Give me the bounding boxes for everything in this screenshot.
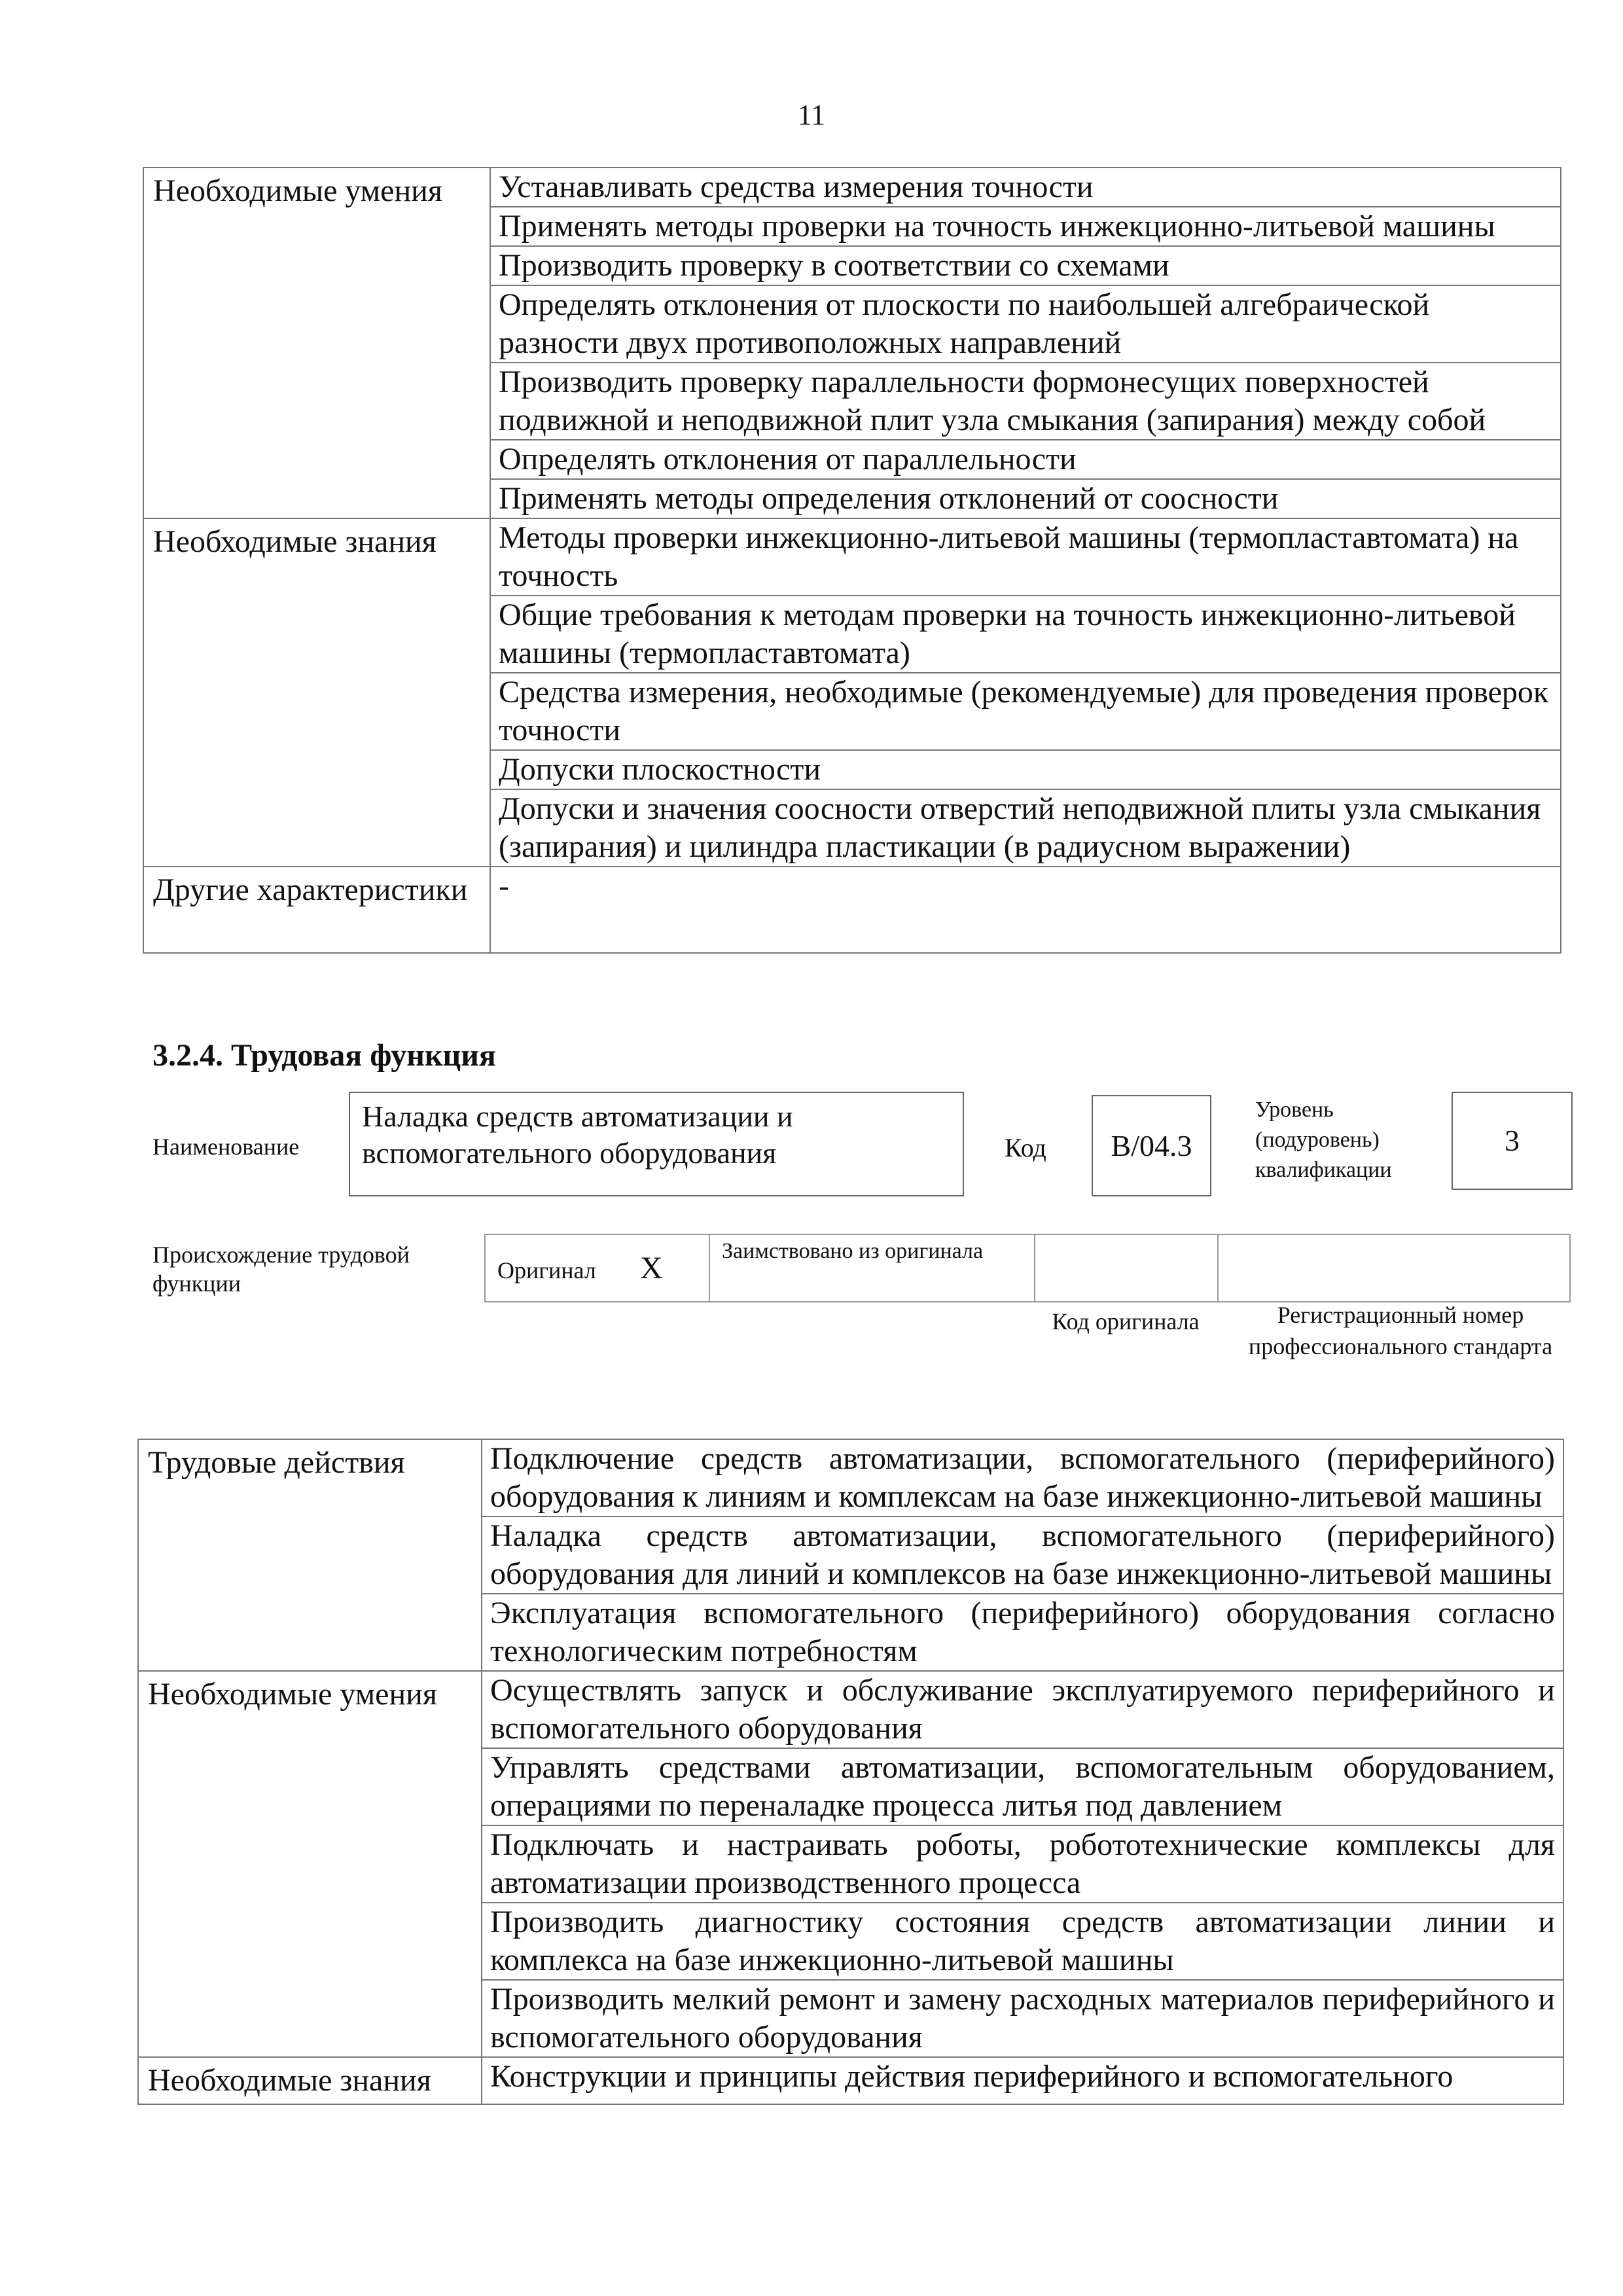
reg-number-caption: Регистрационный номер профессионального стандарта	[1248, 1302, 1553, 1359]
table-row	[143, 867, 1561, 953]
divider	[1034, 1234, 1035, 1302]
list-item: Методы проверки инжекционно-литьевой машины (термопластавтомата) на точность	[490, 518, 1561, 596]
list-item: Производить диагностику состояния средств автоматизации линии и комплекса на базе инжекционно-литьевой машины	[482, 1903, 1563, 1980]
divider	[1217, 1234, 1219, 1302]
labor-function-table	[137, 1439, 1564, 2105]
list-item: Управлять средствами автоматизации, вспомогательным оборудованием, операциями по переналадке процесса литья под давлением	[482, 1748, 1563, 1825]
list-item: Допуски плоскостности	[490, 750, 1561, 789]
table-row	[143, 518, 1561, 596]
name-value: Наладка средств автоматизации и вспомогательного оборудования	[349, 1092, 964, 1196]
section-heading: 3.2.4. Трудовая функция	[152, 1038, 496, 1073]
list-item: Средства измерения, необходимые (рекомендуемые) для проведения проверок точности	[490, 673, 1561, 750]
row-label: Необходимые умения	[143, 168, 490, 518]
list-item: Эксплуатация вспомогательного (периферийного) оборудования согласно технологическим потребностям	[482, 1594, 1563, 1671]
row-label: Необходимые знания	[138, 2057, 482, 2104]
list-item: Определять отклонения от параллельности	[490, 440, 1561, 479]
code-label: Код	[1005, 1133, 1046, 1162]
list-item: Производить проверку в соответствии со схемами	[490, 246, 1561, 285]
name-label: Наименование	[152, 1134, 300, 1160]
list-item: Подключение средств автоматизации, вспомогательного (периферийного) оборудования к линиям и комплексам на базе инжекционно-литьевой машины	[482, 1439, 1563, 1516]
origin-label: Происхождение трудовой функции	[152, 1242, 410, 1297]
list-item: Устанавливать средства измерения точности	[490, 168, 1561, 207]
list-item: Применять методы определения отклонений от соосности	[490, 479, 1561, 518]
row-label: Необходимые знания	[143, 518, 490, 867]
table-row	[138, 2057, 1563, 2104]
list-item: Производить мелкий ремонт и замену расходных материалов периферийного и вспомогательного оборудования	[482, 1980, 1563, 2057]
table-row	[138, 1671, 1563, 1748]
table-row	[143, 168, 1561, 207]
row-label: Трудовые действия	[138, 1439, 482, 1671]
original-mark: X	[640, 1251, 663, 1285]
divider	[709, 1234, 710, 1302]
skills-knowledge-table-continued	[143, 167, 1561, 954]
list-item: Применять методы проверки на точность инжекционно-литьевой машины	[490, 207, 1561, 246]
original-label: Оригинал	[497, 1257, 596, 1283]
level-label: Уровень (подуровень) квалификации	[1255, 1098, 1392, 1182]
list-item: Конструкции и принципы действия периферийного и вспомогательного	[482, 2057, 1563, 2104]
list-item: Производить проверку параллельности формонесущих поверхностей подвижной и неподвижной плит узла смыкания (запирания) между собой	[490, 363, 1561, 440]
orig-code-caption: Код оригинала	[1052, 1308, 1200, 1335]
list-item: Подключать и настраивать роботы, робототехнические комплексы для автоматизации производственного процесса	[482, 1825, 1563, 1903]
list-item: Допуски и значения соосности отверстий неподвижной плиты узла смыкания (запирания) и цилиндра пластикации (в радиусном выражении)	[490, 789, 1561, 867]
code-value: В/04.3	[1092, 1095, 1211, 1196]
list-item: Общие требования к методам проверки на точность инжекционно-литьевой машины (термопластавтомата)	[490, 596, 1561, 673]
list-item: Осуществлять запуск и обслуживание эксплуатируемого периферийного и вспомогательного оборудования	[482, 1671, 1563, 1748]
row-label: Необходимые умения	[138, 1671, 482, 2057]
borrowed-label: Заимствовано из оригинала	[722, 1239, 984, 1263]
level-value: 3	[1452, 1092, 1573, 1190]
row-label: Другие характеристики	[143, 867, 490, 953]
table-row	[138, 1439, 1563, 1516]
list-item: Определять отклонения от плоскости по наибольшей алгебраической разности двух противоположных направлений	[490, 285, 1561, 363]
page-number: 11	[797, 99, 826, 131]
list-item: Наладка средств автоматизации, вспомогательного (периферийного) оборудования для линий и комплексов на базе инжекционно-литьевой машины	[482, 1516, 1563, 1594]
list-item: -	[490, 867, 1561, 953]
